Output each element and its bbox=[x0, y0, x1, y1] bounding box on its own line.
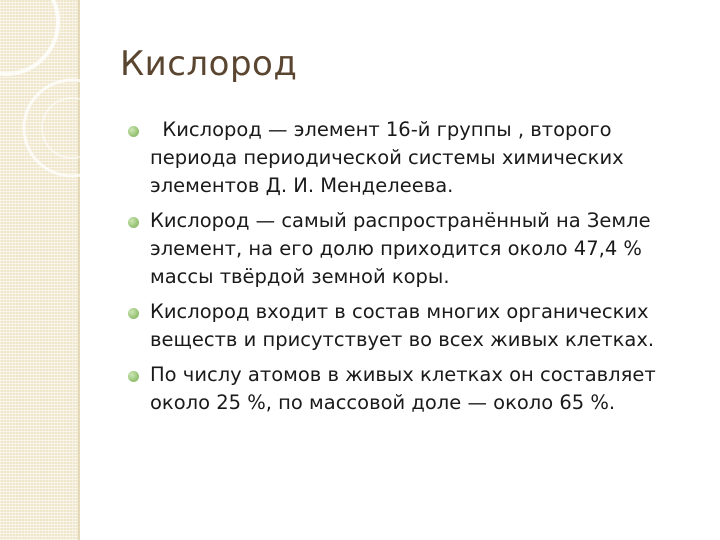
bullet-item bbox=[128, 116, 688, 200]
bullet-icon bbox=[128, 308, 139, 319]
deco-circle-top bbox=[0, 0, 58, 74]
bullet-item bbox=[128, 361, 688, 417]
deco-circle-middle bbox=[24, 80, 120, 176]
bullet-text: Кислород входит в состав многих органических веществ и присутствует во всех живых клетках. bbox=[150, 300, 655, 351]
bullet-icon bbox=[128, 371, 139, 382]
bullet-icon bbox=[128, 126, 139, 137]
decorative-circles bbox=[0, 0, 140, 200]
deco-circle-inner bbox=[42, 98, 102, 158]
slide-title: Кислород bbox=[120, 44, 298, 84]
bullet-text: Кислород — самый распространённый на Земле элемент, на его долю приходится около 47,4 % массы твёрдой земной коры. bbox=[150, 209, 651, 288]
bullet-text: По числу атомов в живых клетках он составляет около 25 %, по массовой доле — около 65 %. bbox=[150, 363, 656, 414]
bullet-list bbox=[128, 116, 688, 424]
bullet-icon bbox=[128, 217, 139, 228]
bullet-item bbox=[128, 207, 688, 291]
bullet-item bbox=[128, 298, 688, 354]
bullet-text: Кислород — элемент 16-й группы , второго периода периодической системы химических элементов Д. И. Менделеева. bbox=[150, 118, 630, 197]
